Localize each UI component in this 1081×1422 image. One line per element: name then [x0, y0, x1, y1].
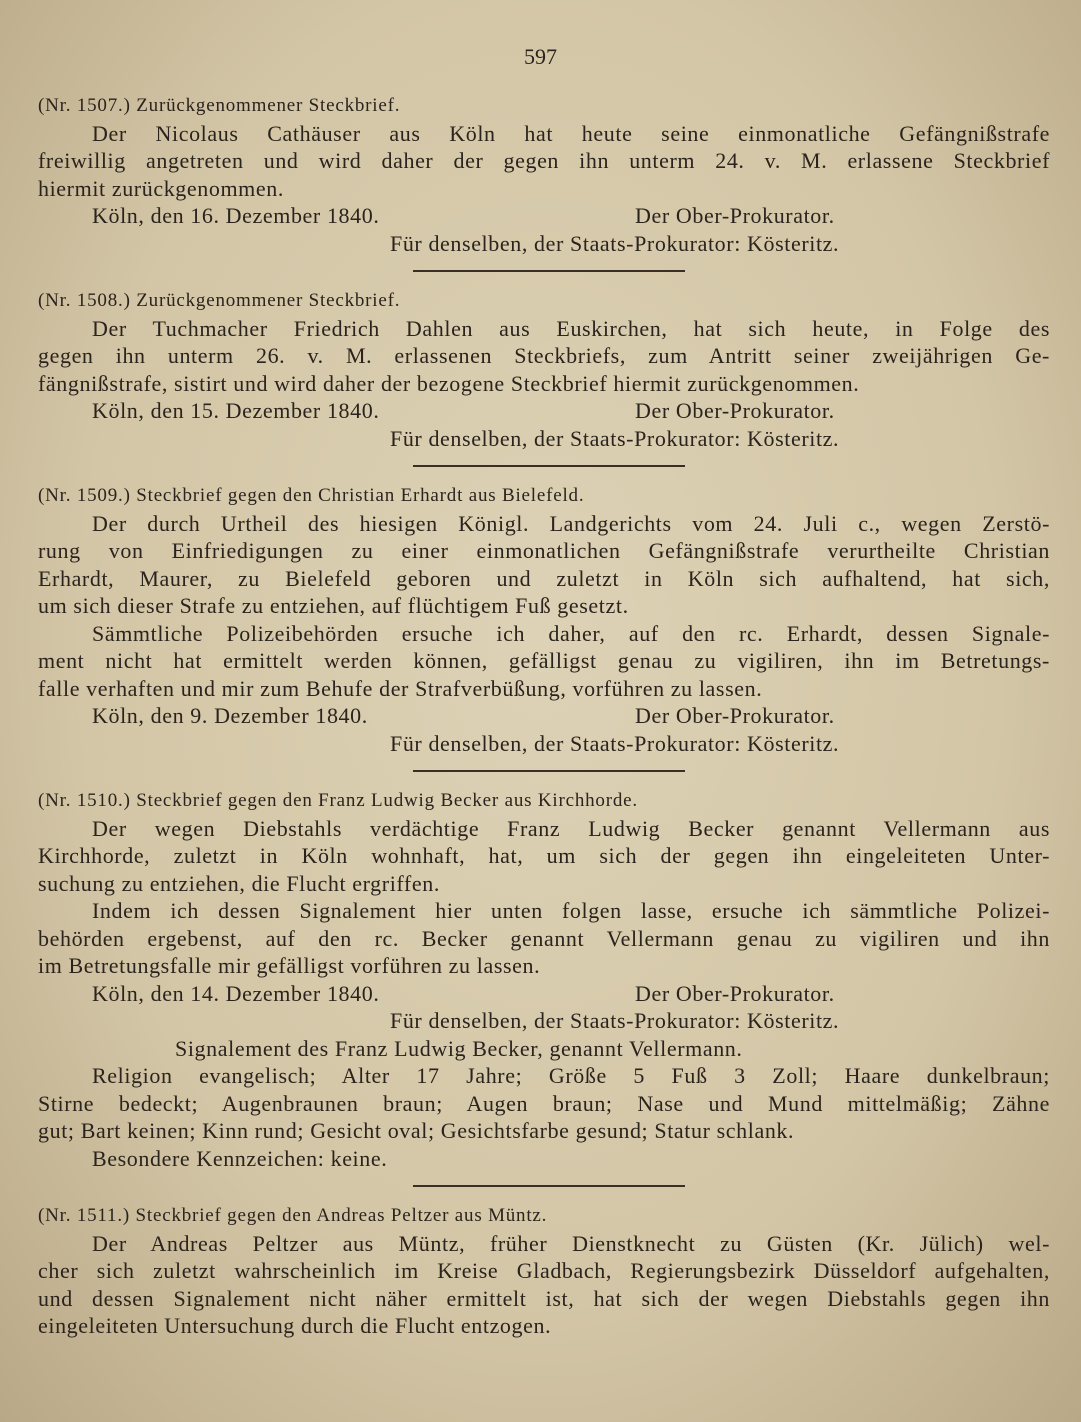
paragraph-line: falle verhaften und mir zum Behufe der Strafverbüßung, vorführen zu lassen. [38, 675, 763, 701]
signalement-line: Religion evangelisch; Alter 17 Jahre; Größe 5 Fuß 3 Zoll; Haare dunkelbraun; [92, 1063, 1050, 1088]
paragraph-line: Der Tuchmacher Friedrich Dahlen aus Euskirchen, hat sich heute, in Folge des [92, 315, 1050, 341]
paragraph-line: Indem ich dessen Signalement hier unten folgen lasse, ersuche ich sämmtliche Polizei- [92, 898, 1050, 923]
paragraph-line: Erhardt, Maurer, zu Bielefeld geboren und zuletzt in Köln sich aufhaltend, hat sich, [38, 565, 1050, 591]
entry-heading: (Nr. 1510.) Steckbrief gegen den Franz Ludwig Becker aus Kirchhorde. [38, 790, 638, 811]
signature-line [38, 980, 1050, 1008]
official-title: Der Ober-Prokurator. [635, 980, 835, 1006]
signer: Für denselben, der Staats-Prokurator: Kösteritz. [390, 425, 840, 451]
entry-0 [38, 92, 1050, 287]
paragraph-line: im Betretungsfalle mir gefälligst vorführen zu lassen. [38, 953, 541, 978]
paragraph-line: Der durch Urtheil des hiesigen Königl. Landgerichts vom 24. Juli c., wegen Zerstö- [92, 510, 1050, 536]
entry-2 [38, 482, 1050, 787]
entry-1 [38, 287, 1050, 482]
paragraph-line: Der wegen Diebstahls verdächtige Franz Ludwig Becker genannt Vellermann aus [92, 815, 1050, 841]
paragraph-line: Der Nicolaus Cathäuser aus Köln hat heute seine einmonatliche Gefängnißstrafe [92, 120, 1050, 146]
place-date: Köln, den 16. Dezember 1840. [92, 203, 380, 228]
paragraph-line: eingeleiteten Untersuchung durch die Flucht entzogen. [38, 1313, 552, 1338]
paragraph-line: Sämmtliche Polizeibehörden ersuche ich daher, auf den rc. Erhardt, dessen Signale- [92, 620, 1050, 646]
paragraph-line: um sich dieser Strafe zu entziehen, auf flüchtigem Fuß gesetzt. [38, 593, 629, 618]
paragraph-line: rung von Einfriedigungen zu einer einmonatlichen Gefängnißstrafe verurtheilte Christian [38, 538, 1050, 563]
official-title: Der Ober-Prokurator. [635, 203, 835, 228]
signalement-heading: Signalement des Franz Ludwig Becker, genannt Vellermann. [175, 1035, 743, 1061]
place-date: Köln, den 9. Dezember 1840. [92, 703, 368, 728]
signalement-line: gut; Bart keinen; Kinn rund; Gesicht oval; Gesichtsfarbe gesund; Statur schlank. [38, 1118, 795, 1143]
divider-rule [38, 1172, 1050, 1202]
page-number: 597 [524, 44, 557, 69]
entry-heading: (Nr. 1509.) Steckbrief gegen den Christian Erhardt aus Bielefeld. [38, 485, 585, 506]
signature-line [38, 397, 1050, 425]
entry-heading: (Nr. 1507.) Zurückgenommener Steckbrief. [38, 95, 401, 116]
paragraph-line: gegen ihn unterm 26. v. M. erlassenen Steckbriefs, zum Antritt seiner zweijährigen Ge- [38, 343, 1050, 368]
paragraph-line: Der Andreas Peltzer aus Müntz, früher Dienstknecht zu Güsten (Kr. Jülich) wel- [92, 1230, 1050, 1256]
document-body [38, 92, 1050, 1340]
paragraph-line: cher sich zuletzt wahrscheinlich im Kreise Gladbach, Regierungsbezirk Düsseldorf aufgehalten, [38, 1258, 1050, 1283]
place-date: Köln, den 15. Dezember 1840. [92, 398, 380, 423]
signalement-line: Stirne bedeckt; Augenbraunen braun; Augen braun; Nase und Mund mittelmäßig; Zähne [38, 1090, 1050, 1116]
signer: Für denselben, der Staats-Prokurator: Kösteritz. [390, 730, 840, 756]
paragraph-line: Kirchhorde, zuletzt in Köln wohnhaft, hat, um sich der gegen ihn eingeleiteten Unter- [38, 843, 1050, 868]
paragraph-line: ment nicht hat ermittelt werden können, gefälligst genau zu vigiliren, ihn im Betretungs- [38, 648, 1050, 673]
signature-line [38, 702, 1050, 730]
official-title: Der Ober-Prokurator. [635, 398, 835, 423]
paragraph-line: behörden ergebenst, auf den rc. Becker genannt Vellermann genau zu vigiliren und ihn [38, 925, 1050, 951]
entry-heading: (Nr. 1511.) Steckbrief gegen den Andreas Peltzer aus Müntz. [38, 1205, 548, 1226]
paragraph-line: suchung zu entziehen, die Flucht ergriffen. [38, 870, 440, 896]
entry-4 [38, 1202, 1050, 1340]
paragraph-line: freiwillig angetreten und wird daher der gegen ihn unterm 24. v. M. erlassene Steckbrief [38, 148, 1050, 173]
paragraph-line: und dessen Signalement nicht näher ermittelt ist, hat sich der wegen Diebstahls gegen ihn [38, 1285, 1050, 1311]
signer: Für denselben, der Staats-Prokurator: Kösteritz. [390, 230, 840, 256]
divider-rule [38, 452, 1050, 482]
paragraph-line: fängnißstrafe, sistirt und wird daher der bezogene Steckbrief hiermit zurückgenommen. [38, 370, 860, 396]
signer: Für denselben, der Staats-Prokurator: Kösteritz. [390, 1008, 840, 1033]
entry-3 [38, 787, 1050, 1202]
divider-rule [38, 257, 1050, 287]
place-date: Köln, den 14. Dezember 1840. [92, 980, 380, 1006]
entry-heading: (Nr. 1508.) Zurückgenommener Steckbrief. [38, 290, 401, 311]
official-title: Der Ober-Prokurator. [635, 703, 835, 728]
signature-line [38, 202, 1050, 230]
distinguishing-marks: Besondere Kennzeichen: keine. [92, 1145, 388, 1171]
paragraph-line: hiermit zurückgenommen. [38, 175, 284, 201]
divider-rule [38, 757, 1050, 787]
